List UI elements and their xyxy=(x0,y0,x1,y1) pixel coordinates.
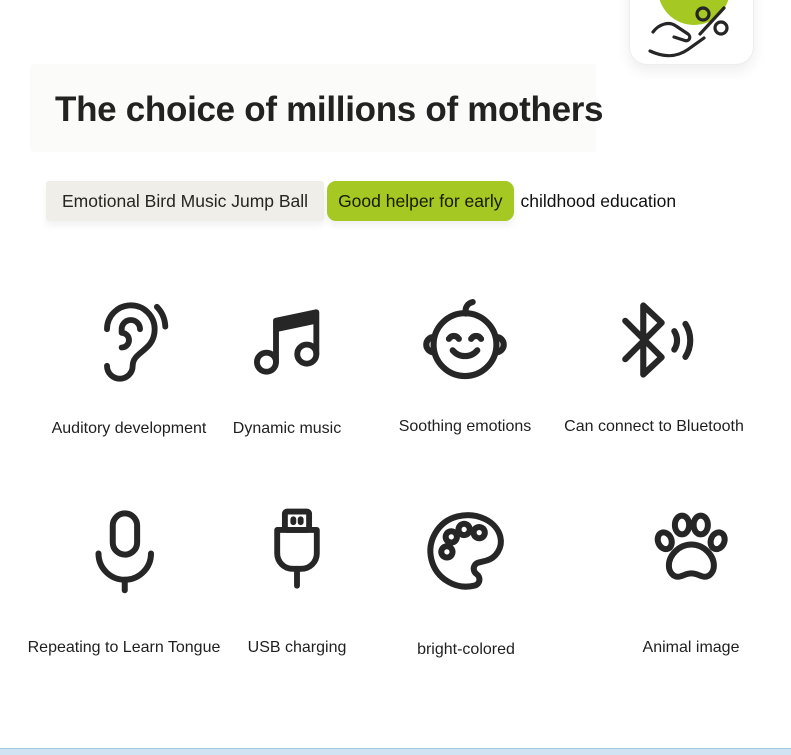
bluetooth-icon xyxy=(544,294,764,386)
feature-label: Soothing emotions xyxy=(398,418,532,435)
page-title: The choice of millions of mothers xyxy=(55,90,604,129)
palette-icon xyxy=(356,505,576,597)
feature-label: bright-colored xyxy=(417,641,515,658)
feature-label: Dynamic music xyxy=(232,420,342,437)
feature-bright-colored xyxy=(356,505,576,659)
feature-label: Auditory development xyxy=(51,420,207,437)
paw-icon xyxy=(581,503,791,595)
slogan-rest-text: childhood education xyxy=(520,191,677,211)
baby-face-icon xyxy=(355,294,575,386)
feature-label: Animal image xyxy=(642,639,740,656)
bottom-accent-bar xyxy=(0,748,791,755)
promo-badge-card xyxy=(629,0,754,65)
product-name-tag: Emotional Bird Music Jump Ball xyxy=(46,181,324,221)
feature-label: Can connect to Bluetooth xyxy=(564,418,744,435)
feature-label: Repeating to Learn Tongue xyxy=(27,639,221,656)
feature-label: USB charging xyxy=(247,639,347,656)
feature-bluetooth xyxy=(544,294,764,436)
feature-soothing-emotions xyxy=(355,294,575,436)
feature-animal-image xyxy=(581,503,791,657)
hand-discount-icon xyxy=(641,3,741,59)
slogan-highlight-tag: Good helper for early xyxy=(327,181,514,221)
tagline-row xyxy=(46,181,676,221)
